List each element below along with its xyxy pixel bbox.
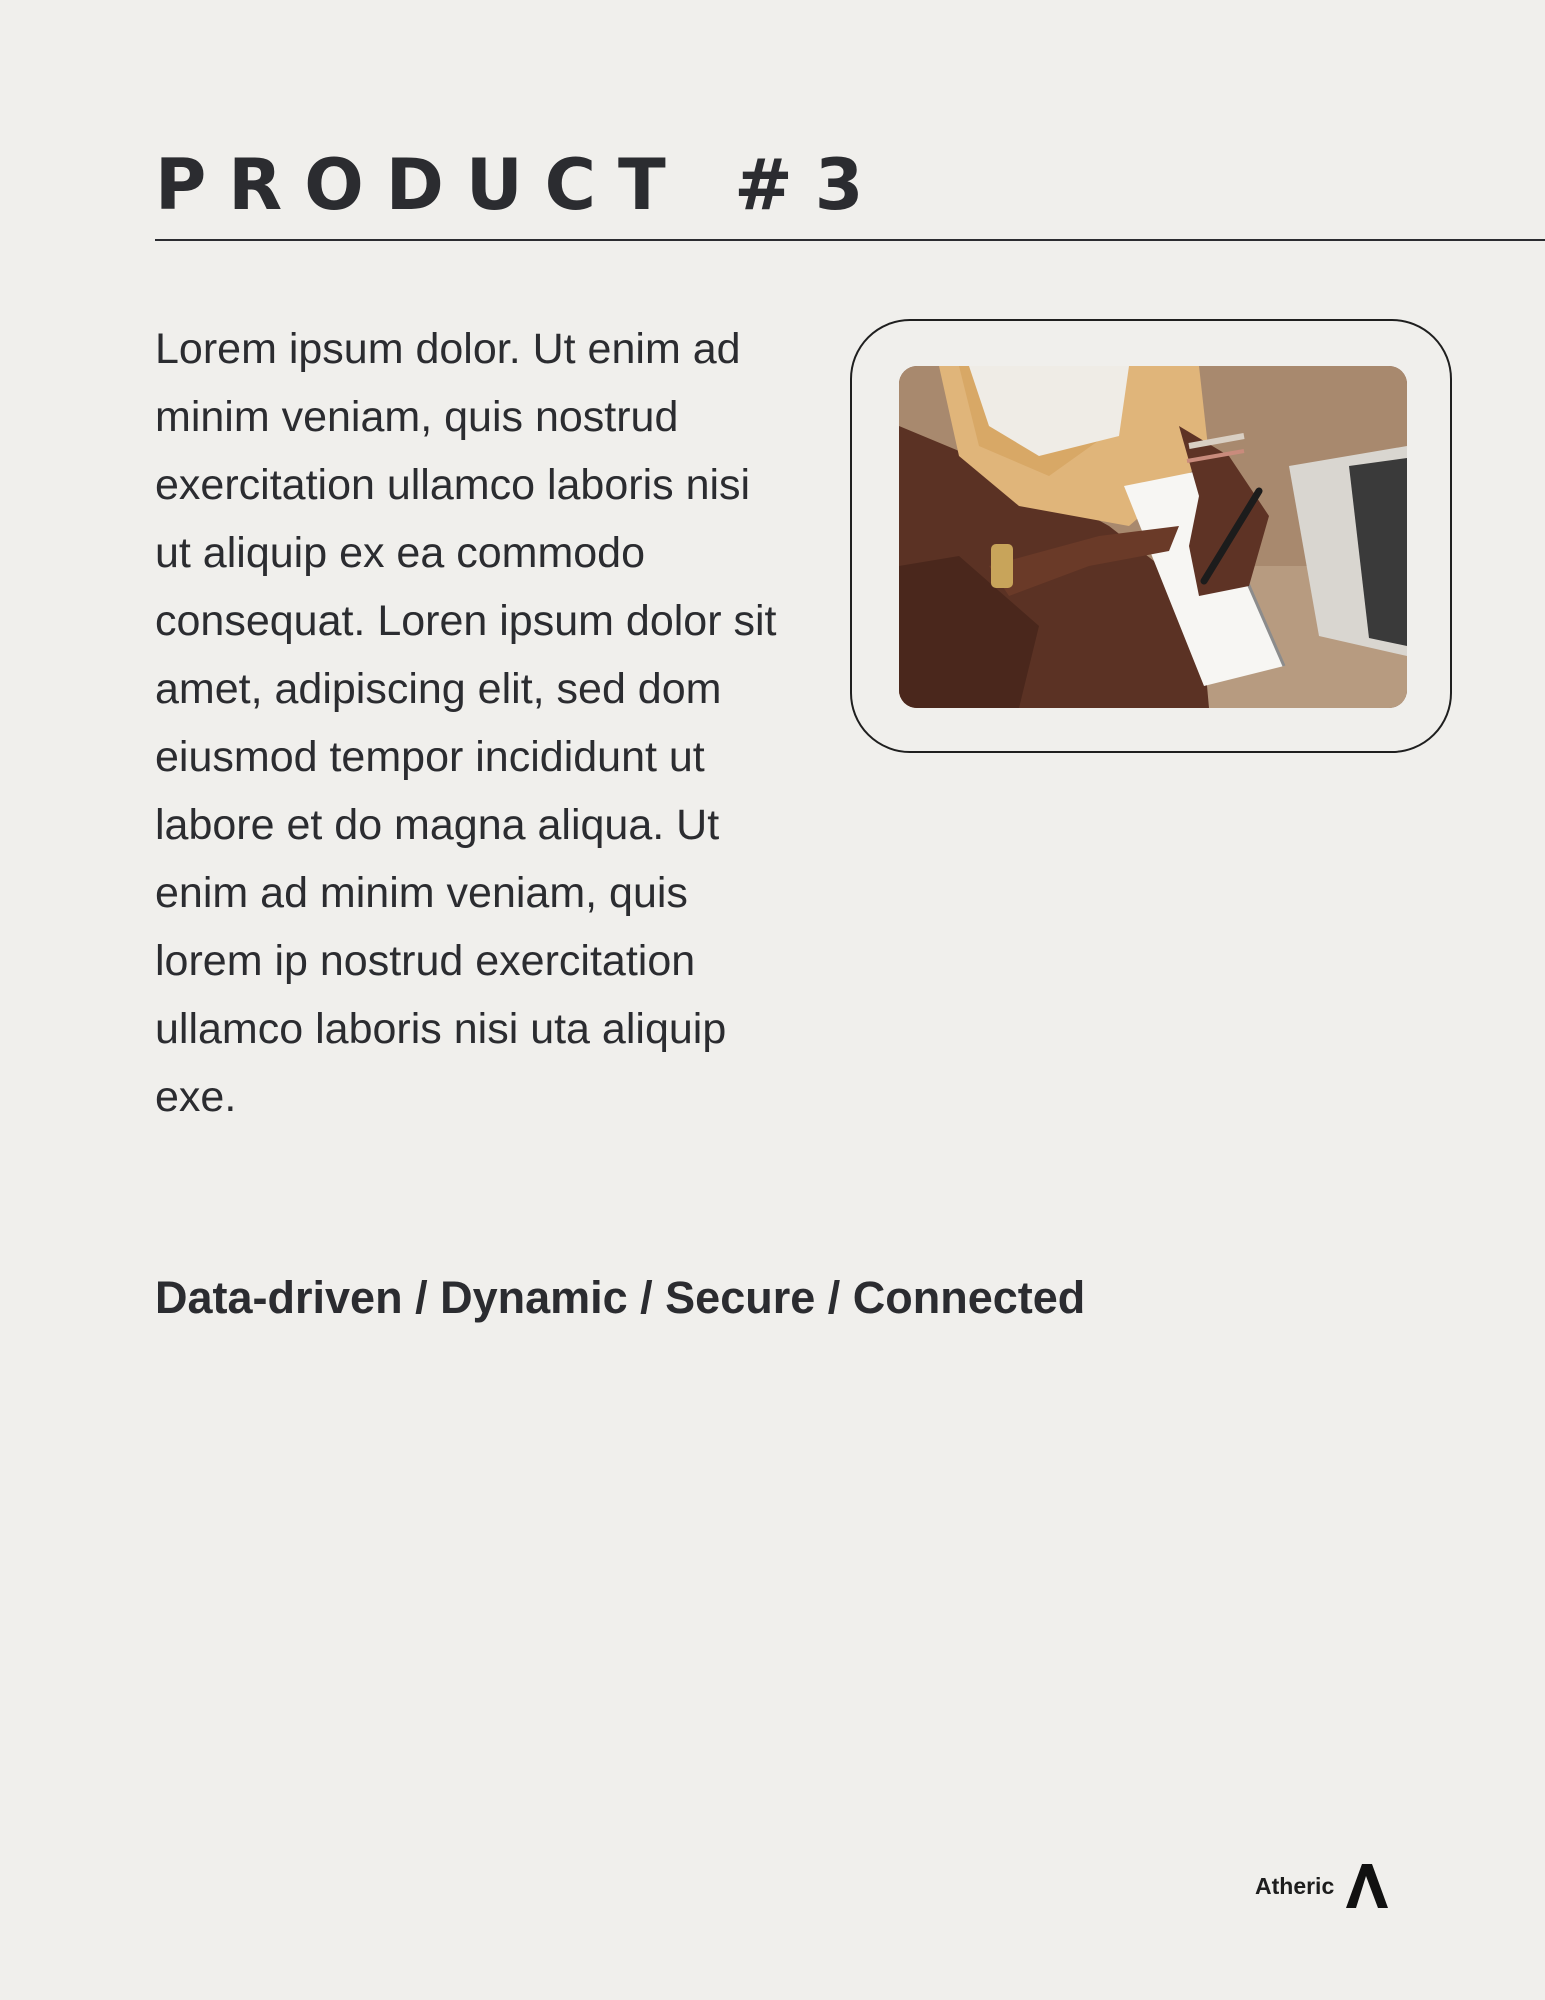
image-frame	[850, 319, 1452, 753]
tagline: Data-driven / Dynamic / Secure / Connected	[155, 1272, 1086, 1323]
body-paragraph: Lorem ipsum dolor. Ut enim ad minim veniam, quis nostrud exercitation ullamco laboris nisi ut aliquip ex ea commodo consequat. Loren ipsum dolor sit amet, adipiscing elit, sed dom eiusmod tempor incididunt ut labore et do magna aliqua. Ut enim ad minim veniam, quis lorem ip nostrud exercitation ullamco laboris nisi uta aliquip exe.	[155, 325, 777, 1121]
atheric-logo-icon	[1344, 1862, 1390, 1910]
photo-person-writing-notebook-icon	[899, 366, 1407, 708]
brand-footer	[1255, 1862, 1390, 1910]
page-title: PRODUCT #3	[155, 144, 886, 226]
brand-name: Atheric	[1255, 1872, 1335, 1899]
photo-illustration	[899, 366, 1407, 708]
title-divider	[155, 239, 1545, 241]
